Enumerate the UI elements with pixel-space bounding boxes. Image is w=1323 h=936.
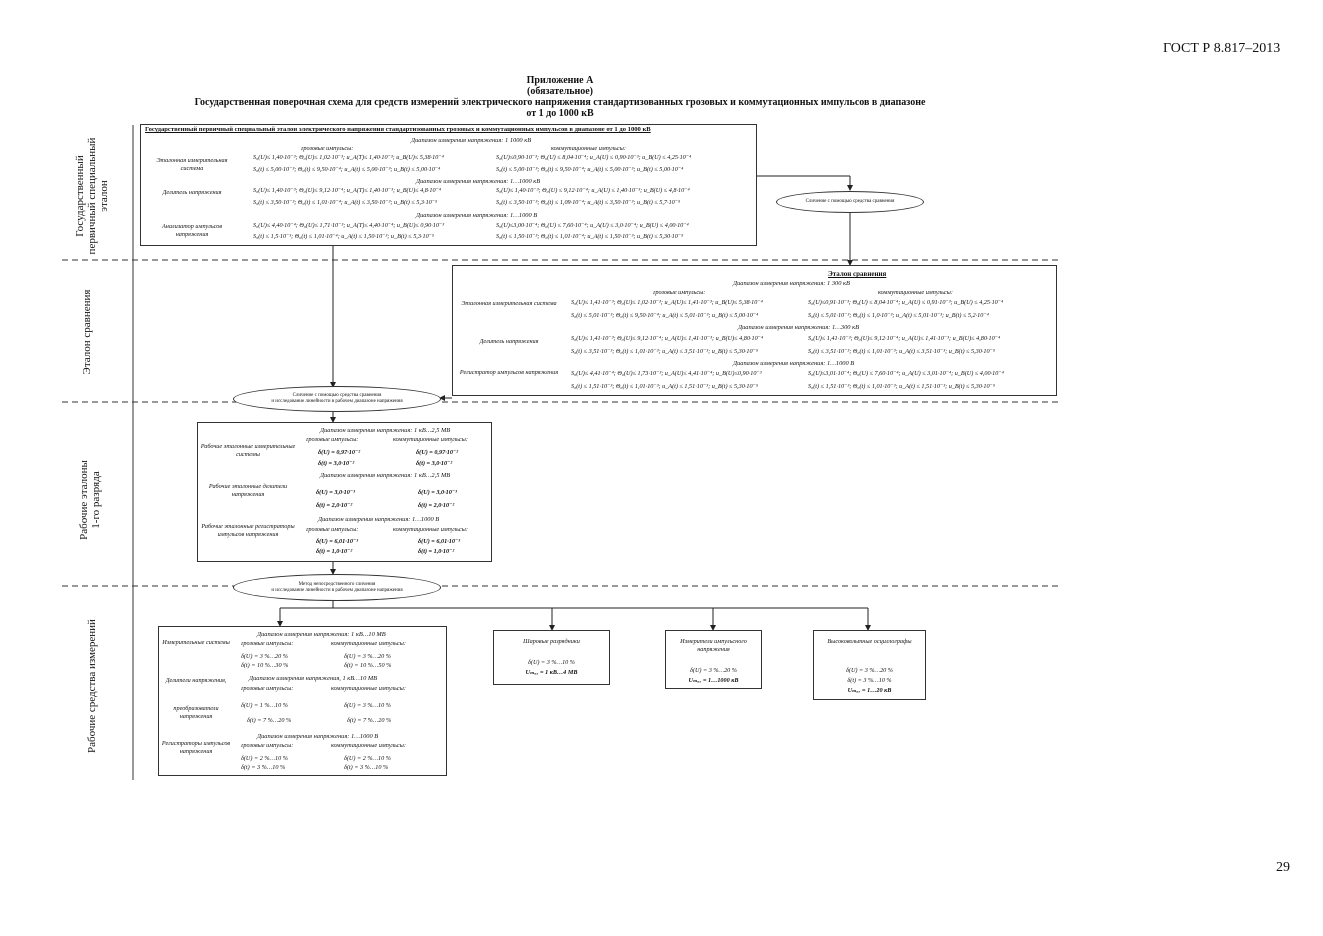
oscilloscopes-l1: δ(U) = 3 %…20 % — [846, 667, 893, 674]
comparison-row1-r2: S₀(t) ≤ 5,01·10⁻³; Θ₀(t) ≤ 1,0·10⁻³; u_A(t) ≤ 5,01·10⁻³; u_B(t) ≤ 5,2·10⁻⁴ — [808, 312, 989, 319]
working-row3-r1: δ(U) = 6,01·10⁻³ — [418, 538, 461, 545]
title-line-1: Приложение А — [526, 75, 594, 86]
comparison-row3-r2: S₀(t) ≤ 1,51·10⁻³; Θ₀(t) ≤ 1,01·10⁻³; u_A(t) ≤ 1,51·10⁻³; u_B(t) ≤ 5,30·10⁻⁵ — [808, 383, 995, 390]
ball-gaps-l1: δ(U) = 3 %…10 % — [528, 659, 575, 666]
instruments-row2-label: Делители напряжения, — [165, 677, 227, 684]
working-lightning-header-3: грозовые импульсы: — [306, 526, 359, 533]
comparison-row1-l2: S₀(t) ≤ 5,01·10⁻³; Θ₀(t) ≤ 9,50·10⁻⁴; u_A(t) ≤ 5,01·10⁻³; u_B(t) ≤ 5,00·10⁻⁴ — [571, 312, 759, 319]
instruments-row1-l1: δ(U) = 3 %…20 % — [241, 653, 288, 660]
primary-row2-label: Делитель напряжения — [162, 189, 222, 196]
instruments-range-1: Диапазон измерения напряжения: 1 кВ…10 МВ — [257, 631, 386, 638]
instruments-switching-header-2: коммутационные импульсы: — [331, 685, 406, 692]
oscilloscopes-title: Высоковольтные осциллографы — [827, 638, 912, 645]
comparison-row3-l2: S₀(t) ≤ 1,51·10⁻³; Θ₀(t) ≤ 1,01·10⁻³; u_A(t) ≤ 1,51·10⁻³; u_B(t) ≤ 5,30·10⁻⁵ — [571, 383, 758, 390]
primary-row3-r2: S₀(t) ≤ 1,50·10⁻³; Θ₀(t) ≤ 1,01·10⁻⁴; u_A(t) ≤ 1,50·10⁻³; u_B(t) ≤ 5,30·10⁻⁵ — [496, 233, 684, 240]
instruments-row1-l2: δ(t) = 10 %…30 % — [241, 662, 289, 669]
comparison-linearity-ellipse: Сличение с помощью средства сравнения и исследование линейности в рабочем диапазоне напряжения — [233, 386, 441, 412]
instruments-row3-r1: δ(U) = 2 %…10 % — [344, 755, 391, 762]
pulse-meters-title: Измерители импульсного напряжения — [680, 638, 747, 653]
instruments-lightning-header-2: грозовые импульсы: — [241, 685, 294, 692]
primary-switching-header: коммутационные импульсы: — [551, 145, 626, 152]
primary-standard-box — [140, 124, 757, 246]
instruments-row2-l1: δ(U) = 1 %…10 % — [241, 702, 288, 709]
pulse-meters-box — [665, 630, 762, 689]
primary-row1-r2: S₀(t) ≤ 5,00·10⁻³; Θ₀(t) ≤ 9,50·10⁻⁴; u_A(t) ≤ 5,00·10⁻³; u_B(t) ≤ 5,00·10⁻⁴ — [496, 166, 684, 173]
primary-row2-l1: S₀(U)≤ 1,40·10⁻³; Θ₀(U)≤ 9,12·10⁻⁴; u_A(T)≤ 1,40·10⁻³; u_B(U)≤ 4,8·10⁻⁴ — [253, 187, 441, 194]
instruments-range-2: Диапазон измерения напряжения, 1 кВ…10 МВ — [249, 675, 378, 682]
instruments-lightning-header: грозовые импульсы: — [241, 640, 294, 647]
comparison-row1-label: Эталонная измерительная система — [461, 300, 557, 307]
comparison-row3-r1: S₀(U)≤3,01·10⁻⁴; Θ₀(U) ≤ 7,60·10⁻⁴; u_A(U) ≤ 3,01·10⁻⁴; u_B(U) ≤ 4,00·10⁻⁴ — [808, 370, 1004, 377]
working-standards-box — [197, 422, 492, 562]
primary-lightning-header: грозовые импульсы: — [301, 145, 354, 152]
working-row1-r1: δ(U) = 0,97·10⁻² — [416, 449, 459, 456]
comparison-lightning-header: грозовые импульсы: — [653, 289, 706, 296]
instruments-lightning-header-3: грозовые импульсы: — [241, 742, 294, 749]
pulse-meters-l1: δ(U) = 3 %…20 % — [690, 667, 737, 674]
comparison-row2-l1: S₀(U)≤ 1,41·10⁻³; Θ₀(U)≤ 9,12·10⁻⁴; u_A(U)≤ 1,41·10⁻³; u_B(U)≤ 4,80·10⁻⁴ — [571, 335, 764, 342]
primary-row3-label: Анализатор импульсов напряжения — [161, 223, 223, 238]
instruments-row1-r1: δ(U) = 3 %…20 % — [344, 653, 391, 660]
working-range-1: Диапазон измерения напряжения: 1 кВ…2,5 МВ — [320, 427, 451, 434]
working-row2-l1: δ(U) = 3,0·10⁻³ — [316, 489, 355, 496]
instruments-row3-r2: δ(t) = 3 %…10 % — [344, 764, 389, 771]
working-row3-r2: δ(t) = 1,0·10⁻² — [418, 548, 455, 555]
page-number: 29 — [1276, 860, 1290, 875]
working-range-2: Диапазон измерения напряжения: 1 кВ…2,5 МВ — [320, 472, 451, 479]
working-row2-r1: δ(U) = 3,0·10⁻³ — [418, 489, 457, 496]
working-row3-l1: δ(U) = 6,01·10⁻³ — [316, 538, 359, 545]
comparison-row1-r1: S₀(U)≤0,91·10⁻³; Θ₀(U) ≤ 8,04·10⁻⁴; u_A(U) ≤ 0,91·10⁻³; u_B(U) ≤ 4,25·10⁻⁴ — [808, 299, 1004, 306]
ball-gaps-title: Шаровые разрядники — [523, 638, 580, 645]
side-label-comparison: Эталон сравнения — [81, 289, 93, 375]
comparison-row2-r2: S₀(t) ≤ 3,51·10⁻³; Θ₀(t) ≤ 1,01·10⁻³; u_A(t) ≤ 3,51·10⁻³; u_B(t) ≤ 5,30·10⁻⁵ — [808, 348, 995, 355]
document-id: ГОСТ Р 8.817–2013 — [1163, 41, 1281, 56]
working-row1-l1: δ(U) = 0,97·10⁻² — [318, 449, 361, 456]
working-row2-l2: δ(t) = 2,0·10⁻² — [316, 502, 353, 509]
primary-row1-l1: S₀(U)≤ 1,40·10⁻³; Θ₀(U)≤ 1,02·10⁻³; u_A(T)≤ 1,40·10⁻³; u_B(U)≤ 5,38·10⁻⁴ — [253, 154, 444, 161]
comparison-row3-l1: S₀(U)≤ 4,41·10⁻⁴; Θ₀(U)≤ 1,73·10⁻³; u_A(U)≤ 4,41·10⁻⁴; u_B(U)≤0,90·10⁻³ — [571, 370, 762, 377]
instruments-row2-label-b: преобразователи напряжения — [173, 705, 219, 720]
working-switching-header: коммутационные импульсы: — [393, 436, 468, 443]
instruments-row2-r2: δ(t) = 7 %…20 % — [347, 717, 392, 724]
side-label-primary: Государственный первичный специальный эталон — [74, 137, 110, 255]
primary-row2-r2: S₀(t) ≤ 3,50·10⁻³; Θ₀(t) ≤ 1,09·10⁻⁴; u_A(t) ≤ 3,50·10⁻³; u_B(t) ≤ 5,7·10⁻⁵ — [496, 199, 681, 206]
primary-range-1: Диапазон измерения напряжения: 1 1000 кВ — [411, 137, 532, 144]
ball-gaps-l2: Uₘₐₓ = 1 кВ…4 МВ — [525, 669, 578, 676]
comparison-row1-l1: S₀(U)≤ 1,41·10⁻³; Θ₀(U)≤ 1,02·10⁻³; u_A(U)≤ 1,41·10⁻³; u_B(U)≤ 5,38·10⁻⁴ — [571, 299, 763, 306]
comparison-standard-box — [452, 265, 1057, 396]
primary-range-3: Диапазон измерения напряжения: 1…1000 В — [416, 212, 538, 219]
direct-comparison-ellipse: Метод непосредственного сличения и исследование линейности в рабочем диапазоне напряжения — [233, 574, 441, 601]
comparison-method-ellipse: Сличение с помощью средства сравнения — [776, 191, 924, 213]
comparison-standard-title: Эталон сравнения — [828, 270, 887, 278]
primary-row2-l2: S₀(t) ≤ 3,50·10⁻³; Θ₀(t) ≤ 1,01·10⁻⁴; u_A(t) ≤ 3,50·10⁻³; u_B(t) ≤ 5,3·10⁻⁵ — [253, 199, 438, 206]
working-row1-label: Рабочие эталонные измерительные системы — [200, 443, 296, 458]
title-line-4: от 1 до 1000 кВ — [526, 108, 594, 119]
working-row3-l2: δ(t) = 1,0·10⁻² — [316, 548, 353, 555]
working-range-3: Диапазон измерения напряжения: 1…1000 В — [318, 516, 440, 523]
primary-row3-l1: S₀(U)≤ 4,40·10⁻⁴; Θ₀(U)≤ 1,71·10⁻³; u_A(T)≤ 4,40·10⁻⁴; u_B(U)≤ 0,90·10⁻³ — [253, 222, 445, 229]
instruments-range-3: Диапазон измерения напряжения: 1…1000 В — [257, 733, 379, 740]
working-switching-header-3: коммутационные импульсы: — [393, 526, 468, 533]
comparison-row3-label: Регистратор импульсов напряжения — [459, 369, 559, 376]
primary-range-2: Диапазон измерения напряжения: 1…1000 кВ — [416, 178, 541, 185]
instruments-row3-l2: δ(t) = 3 %…10 % — [241, 764, 286, 771]
primary-row2-r1: S₀(U)≤ 1,40·10⁻³; Θ₀(U) ≤ 9,12·10⁻⁴; u_A(U) ≤ 1,40·10⁻³; u_B(U) ≤ 4,8·10⁻⁴ — [496, 187, 690, 194]
primary-row1-r1: S₀(U)≤0,90·10⁻³; Θ₀(U) ≤ 8,04·10⁻⁴; u_A(U) ≤ 0,90·10⁻³; u_B(U) ≤ 4,25·10⁻⁴ — [496, 154, 692, 161]
working-row2-r2: δ(t) = 2,0·10⁻² — [418, 502, 455, 509]
oscilloscopes-l3: Uₘₐₓ = 1…20 кВ — [847, 687, 892, 694]
comparison-switching-header: коммутационные импульсы: — [878, 289, 953, 296]
primary-row3-r1: S₀(U)≤3,00·10⁻⁴; Θ₀(U) ≤ 7,60·10⁻⁴; u_A(U) ≤ 3,0·10⁻⁴; u_B(U) ≤ 4,00·10⁻⁴ — [496, 222, 689, 229]
comparison-row2-r1: S₀(U)≤ 1,41·10⁻³; Θ₀(U)≤ 9,12·10⁻⁴; u_A(U)≤ 1,41·10⁻³; u_B(U)≤ 4,80·10⁻⁴ — [808, 335, 1001, 342]
instruments-switching-header-3: коммутационные импульсы: — [331, 742, 406, 749]
instruments-row3-label: Регистраторы импульсов напряжения — [161, 740, 231, 755]
comparison-range-2: Диапазон измерения напряжения: 1…300 кВ — [738, 324, 859, 331]
side-label-working: Рабочие эталоны 1-го разряда — [78, 460, 102, 540]
pulse-meters-l2: Uₘₐₓ = 1…1000 кВ — [688, 677, 739, 684]
comparison-range-1: Диапазон измерения напряжения: 1 300 кВ — [733, 280, 850, 287]
primary-row1-label: Эталонная измерительная система — [156, 157, 228, 172]
primary-standard-title: Государственный первичный специальный эталон электрического напряжения стандартизованных грозовых и коммутационных импульсов в диапазоне от 1 до 1000 кВ — [145, 126, 651, 133]
instruments-row1-r2: δ(t) = 10 %…50 % — [344, 662, 392, 669]
oscilloscopes-box — [813, 630, 926, 700]
title-line-2: (обязательное) — [526, 86, 594, 97]
ball-gaps-box — [493, 630, 610, 685]
instruments-row3-l1: δ(U) = 2 %…10 % — [241, 755, 288, 762]
comparison-row2-l2: S₀(t) ≤ 3,51·10⁻³; Θ₀(t) ≤ 1,01·10⁻³; u_A(t) ≤ 3,51·10⁻³; u_B(t) ≤ 5,30·10⁻⁵ — [571, 348, 758, 355]
working-row3-label: Рабочие эталонные регистраторы импульсов напряжения — [201, 523, 295, 538]
working-row1-r2: δ(t) = 3,0·10⁻² — [416, 460, 453, 467]
side-label-instruments: Рабочие средства измерений — [86, 619, 98, 753]
oscilloscopes-l2: δ(t) = 3 %…10 % — [847, 677, 892, 684]
working-instruments-box — [158, 626, 447, 776]
instruments-row1-label: Измерительные системы — [162, 639, 230, 646]
instruments-row2-r1: δ(U) = 3 %…10 % — [344, 702, 391, 709]
instruments-row2-l2: δ(t) = 7 %…20 % — [247, 717, 292, 724]
working-row2-label: Рабочие эталонные делители напряжения — [208, 483, 288, 498]
primary-row3-l2: S₀(t) ≤ 1,5·10⁻³; Θ₀(t) ≤ 1,01·10⁻⁴; u_A(t) ≤ 1,50·10⁻³; u_B(t) ≤ 5,3·10⁻⁵ — [253, 233, 435, 240]
primary-row1-l2: S₀(t) ≤ 5,00·10⁻³; Θ₀(t) ≤ 9,50·10⁻⁴; u_A(t) ≤ 5,00·10⁻³; u_B(t) ≤ 5,00·10⁻⁴ — [253, 166, 441, 173]
comparison-range-3: Диапазон измерения напряжения: 1…1000 В — [733, 360, 855, 367]
working-lightning-header: грозовые импульсы: — [306, 436, 359, 443]
comparison-row2-label: Делитель напряжения — [479, 338, 539, 345]
working-row1-l2: δ(t) = 3,0·10⁻² — [318, 460, 355, 467]
title-line-3: Государственная поверочная схема для средств измерений электрического напряжения стандартизованных грозовых и коммутационных импульсов в диапазоне — [194, 97, 926, 108]
instruments-switching-header: коммутационные импульсы: — [331, 640, 406, 647]
